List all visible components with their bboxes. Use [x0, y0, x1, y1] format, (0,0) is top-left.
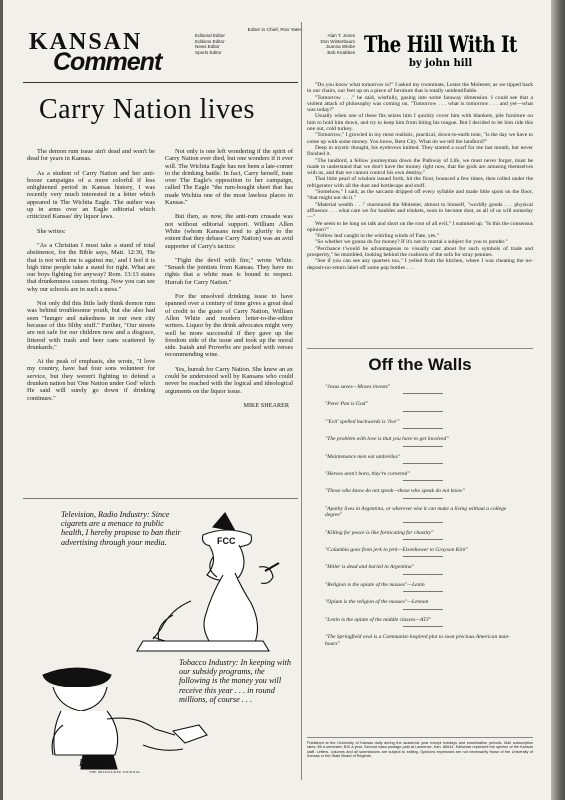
- graffiti-quote: "Jesus saves—Moses invests": [325, 384, 391, 390]
- graffiti-quote: "Lenin is the opiate of the middle classes—ATJ": [325, 616, 432, 623]
- hill-paragraph: "Somehow," I said, as the sarcasm dripped off every syllable and made little spots on the floor, "that might not do it.": [307, 189, 533, 202]
- editor-name: Alan T. Jones: [327, 33, 355, 39]
- fcc-hat-label: FCC: [217, 536, 236, 546]
- hill-paragraph: "Tomorrow," I growled in my most realistic, practical, down-to-earth tone, "is the day we have to come up with some money. You know, Rent City. What do we tell the landlord?": [307, 132, 533, 145]
- masthead-kansan: KANSAN: [29, 29, 143, 55]
- editor-title: News Editor: [195, 44, 220, 50]
- editorial-paragraph: As a student of Carry Nation and her anti-booze campaigns of a more colorful if less enlightened period in Kansas history, I was recently very much interested in a letter which appeared in The Wichita Eagle. The author was up in arms over an Eagle editorial which criticized Kansas' dry liquor laws.: [27, 169, 155, 221]
- editor-in-chief: Editor in Chief, Ron Yates: [247, 28, 303, 33]
- editorial-signature: MIKE SHEARER: [243, 401, 289, 409]
- quote-separator: [403, 539, 443, 540]
- hill-paragraph: "Do you know what tomorrow is?" I asked my roommate, Lester the Molester, as we tipped back in our chairs, our feet up on a piece of furniture that is totally unidentifiable.: [307, 82, 533, 95]
- editorial-cartoon: [23, 505, 305, 785]
- quote-separator: [403, 411, 443, 412]
- newspaper-page: [3, 0, 551, 800]
- graffiti-quote: "The Springfield oval is a Communist-inspired plot to swat precious American man-hours": [325, 634, 510, 647]
- editorial-column-1: [27, 148, 155, 409]
- editorial-paragraph: Yes, hurrah for Carry Nation. She knew an ax could be understood well by Kansans who could never be reached with the logical and ideological arguments on the liquor issue.: [165, 365, 293, 395]
- quote-separator: [403, 480, 443, 481]
- masthead-comment: Comment: [53, 48, 162, 76]
- editorial-paragraph: But then, as now, the anti-rum crusade was not without editorial support. William Allen White (whom Kansans tend to glorify to the extent that they debase Carry Nation) was an avid supporter of Carry's tactics:: [165, 213, 293, 250]
- graffiti-quote: "Heroes aren't born, they're cornered": [325, 471, 410, 478]
- editorial-paragraph: "Fight the devil with fire," wrote White. "Smash the jointists from Kansas. They have no rights that a white man is bound to respect. Hurrah for Carry Nation.": [165, 256, 293, 286]
- hill-paragraph: That little pearl of wisdom issued forth, hit the floor, bounced a few times, then rolled under the refrigerator with all the dust and bottlecaps and stuff.: [307, 176, 533, 189]
- binding-edge: [551, 0, 565, 800]
- editor-name: Joanna Wiebe: [325, 44, 355, 50]
- editor-name: Bob Knabbes: [327, 49, 355, 55]
- hill-byline: by john hill: [408, 58, 473, 69]
- publication-notice: Published at the University of Kansas daily during the academic year except holidays and examination periods. Mail subscription rates: $5 a semester, $10 a year. Second class postage paid at Lawrence, Kan. 66044. Editorials represent the opinion of the Kansan staff. Letters, columns and all submissions are subject to editing. Opinions expressed are not necessarily those of the University of Kansas or the State Board of Regents.: [307, 741, 533, 759]
- cartoon-credit: THE MILWAUKEE JOURNAL: [89, 770, 141, 774]
- editorial-paragraph: Not only did this little lady think demon rum was behind troublesome youth, but she also had seen "hunger and nakedness in our own city because of this filthy stuff." Further, "Our streets are not safe for our children now and a disgrace, littered with trash and beer cans scattered by drunkards.": [27, 300, 155, 351]
- hill-paragraph: We seem to be long on talk and short on the root of all evil," I summed up. "Is this the consensus opinion?": [307, 220, 533, 233]
- quote-separator: [403, 463, 443, 464]
- graffiti-quote: "Killing for peace is like fornicating for chastity": [325, 529, 434, 536]
- editorial-paragraph: She writes:: [37, 227, 66, 235]
- masthead-rule: [23, 82, 298, 83]
- hill-paragraph: "So whether we gonna do for money? If it's not to mortal a subject for you to ponder.": [315, 239, 508, 246]
- graffiti-quote: "Those who know do not speak—those who speak do not know": [325, 488, 465, 495]
- editorial-paragraph: For the unsolved drinking issue to have spanned over a century of time gives a great deal of credit to the gusto of Carry Nation, William Allen White and modern letter-to-the-editor writers. Liquor by the drink advocates might very well be more successful if they gave up the freedom side of the issue and took up the moral side. Isaiah and Proverbs are packed with verses recommending wine.: [165, 293, 293, 359]
- editorial-paragraph: "As a Christian I must take a stand of total abstinence, for the Bible says, Matt. 12:30, 'He that is not with me is against me,' and I feel it is high time people take a stand for right. What are our boys fighting for anyway? Rom. 13:13 states that drunkenness causes rioting. Now you can see why our schools are in such a mess.": [27, 241, 155, 293]
- editor-name: Don Winterbaum: [320, 38, 355, 44]
- hill-paragraph: Usually when one of these fits seizes him I quickly cover him with blankets, pile furniture on him to hold him down, and try to keep him from biting his tongue. But I decided to let him ride this one out, cold turkey.: [307, 113, 533, 133]
- hill-column-body: [307, 82, 533, 271]
- hill-column-title: The Hill With It: [364, 32, 517, 58]
- hill-paragraph: "The landlord, a fellow journeyman down the Pathway of Life, we must never forget, must be made to understand that we don't have the money right now, that the gods are amusing themselves with us, and that we cannot control his own destiny.": [307, 157, 533, 177]
- editor-title: Sports Editor: [195, 49, 222, 55]
- editor-list: [195, 28, 355, 55]
- quote-separator: [403, 574, 443, 575]
- cartoonist-signature: Lewis: [79, 758, 103, 769]
- cartoon-caption-tobacco: Tobacco Industry: In keeping with our subsidy programs, the following is the money you will receive this year . . . in round millions, of course . . .: [179, 658, 292, 704]
- editorial-paragraph: Not only is one left wondering if the spirit of Carry Nation ever died, but one wonders if it ever will. The Wichita Eagle has not been a late-comer to the drinking battle. In fact, Carry herself, irate over The Eagle's opposition to her campaign, called The Eagle "the rum-bought sheet that has made Wichita one of the most lawless places in Kansas.": [165, 148, 293, 207]
- quote-separator: [403, 591, 443, 592]
- hill-paragraph: Deep in mystic thought, his eyebrows knitted. They started a scarf for me last month, but never finished it.: [307, 144, 533, 158]
- hill-paragraph: "Fellow leaf caught in the whirling winds of Fate, yes.": [315, 233, 440, 240]
- off-the-walls-title: Off the Walls: [368, 355, 472, 374]
- graffiti-quote: "Apathy lives in Argentina, or wherever else it can make a living without a college degree": [325, 505, 507, 519]
- editor-title: Editorial Editor: [195, 33, 225, 39]
- hill-paragraph: "See if you can see any quarters too," I yelled from the kitchen, where I was cheating the no-deposit-no-return label off some pop bottles . . .: [307, 258, 533, 271]
- off-the-walls-quotes: [325, 384, 521, 650]
- graffiti-quote: "Hitler is dead and buried in Argentina": [325, 564, 414, 571]
- graffiti-quote: "Columbia goes from jerk to jerk—Eisenhower to Grayson Kirk": [325, 547, 468, 554]
- carry-nation-headline: Carry Nation lives: [39, 94, 255, 125]
- hill-paragraph: "Material wealth . . ." murmured the Molester, almost to himself, "worldly goods . . . physical affluence . . . what care we for baubles and trinkets, soon to become dust, as all of us will someday—": [307, 201, 533, 221]
- quote-separator: [403, 446, 443, 447]
- hill-paragraph: "Tomorrow . . ." he said, wistfully, gazing into some faraway dimension. I could see that a violent attack of philosophy was coming on. "Tomorrow . . . what is tomorrow . . . and yet—what was today?": [307, 94, 533, 114]
- graffiti-quote: "The problem with love is that you have to get involved": [325, 436, 449, 443]
- graffiti-quote: "Religion is the opiate of the masses"—Lenin: [325, 581, 425, 588]
- quote-separator: [403, 393, 443, 394]
- graffiti-quote: "Opium is the religion of the masses"—Lennon: [325, 599, 429, 606]
- editor-row: [195, 50, 355, 55]
- editorial-paragraph: At the peak of emphasis, she wrote, "I love my country, have had four sons volunteer for service, but they weren't fighting to defend a drunken nation but 'One Nation under God' which He said will surely go down if drinking continues.": [27, 358, 155, 402]
- quote-separator: [403, 498, 443, 499]
- graffiti-quote: "'Evil' spelled backwards is 'live'": [325, 418, 400, 425]
- editorial-paragraph: The demon rum issue ain't dead and won't be dead for years in Kansas.: [27, 148, 155, 163]
- editor-title: Editions Editor: [195, 38, 225, 44]
- quote-separator: [403, 626, 443, 627]
- graffiti-quote: "Maintenance men eat umbrellas": [325, 453, 401, 460]
- editorial-bottom-rule: [23, 498, 298, 499]
- cartoon-caption-fcc: Television, Radio Industry: Since cigarets are a menace to public health, I hereby propose to ban their advertising through your media.: [61, 510, 181, 547]
- editorial-column-2: [165, 148, 293, 409]
- quote-separator: [403, 428, 443, 429]
- hill-paragraph: "Perchance t'would be advantageous to visually cast about for such symbols of trade and prosperity," he mumbled, looking behind the cushions of the sofa for stray pennies.: [307, 245, 533, 259]
- footer-rule: [307, 737, 533, 738]
- graffiti-quote: "Peter Pan is God": [325, 401, 368, 408]
- quote-separator: [403, 609, 443, 610]
- kansan-comment-masthead: [23, 22, 355, 82]
- walls-top-rule: [307, 348, 533, 349]
- quote-separator: [403, 556, 443, 557]
- quote-separator: [403, 522, 443, 523]
